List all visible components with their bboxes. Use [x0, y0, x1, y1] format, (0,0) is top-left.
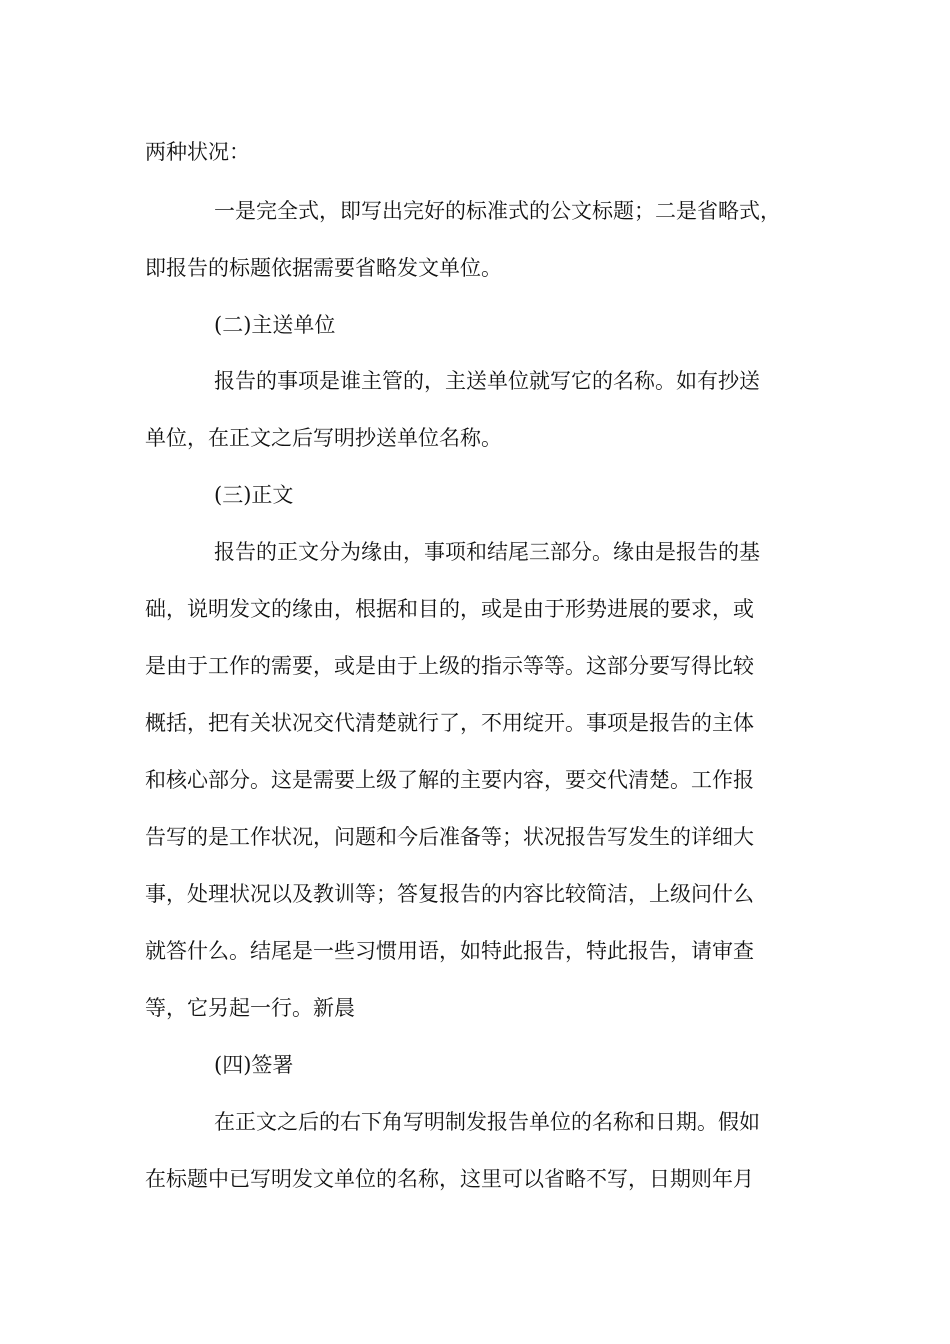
text-line-18: 在正文之后的右下角写明制发报告单位的名称和日期。假如 — [214, 1110, 760, 1134]
text-line-12: 和核心部分。这是需要上级了解的主要内容，要交代清楚。工作报 — [145, 768, 754, 792]
section-heading-signature: (四)签署 — [214, 1053, 294, 1077]
text-line-11: 概括，把有关状况交代清楚就行了，不用绽开。事项是报告的主体 — [145, 711, 754, 735]
text-line-2: 一是完全式，即写出完好的标准式的公文标题；二是省略式， — [214, 199, 781, 223]
text-line-9: 础，说明发文的缘由，根据和目的，或是由于形势进展的要求，或 — [145, 597, 754, 621]
text-line-15: 就答什么。结尾是一些习惯用语，如特此报告，特此报告，请审查 — [145, 939, 754, 963]
text-line-13: 告写的是工作状况，问题和今后准备等；状况报告写发生的详细大 — [145, 825, 754, 849]
text-line-14: 事，处理状况以及教训等；答复报告的内容比较简洁，上级问什么 — [145, 882, 754, 906]
text-line-10: 是由于工作的需要，或是由于上级的指示等等。这部分要写得比较 — [145, 654, 754, 678]
section-heading-main-recipient: (二)主送单位 — [214, 313, 336, 337]
text-line-5: 报告的事项是谁主管的，主送单位就写它的名称。如有抄送 — [214, 369, 760, 393]
text-line-16: 等，它另起一行。新晨 — [145, 996, 355, 1020]
section-heading-body: (三)正文 — [214, 483, 294, 507]
text-line-1: 两种状况： — [145, 140, 250, 164]
text-line-6: 单位，在正文之后写明抄送单位名称。 — [145, 426, 502, 450]
text-line-19: 在标题中已写明发文单位的名称，这里可以省略不写，日期则年月 — [145, 1167, 754, 1191]
text-line-8: 报告的正文分为缘由，事项和结尾三部分。缘由是报告的基 — [214, 540, 760, 564]
text-line-3: 即报告的标题依据需要省略发文单位。 — [145, 256, 502, 280]
